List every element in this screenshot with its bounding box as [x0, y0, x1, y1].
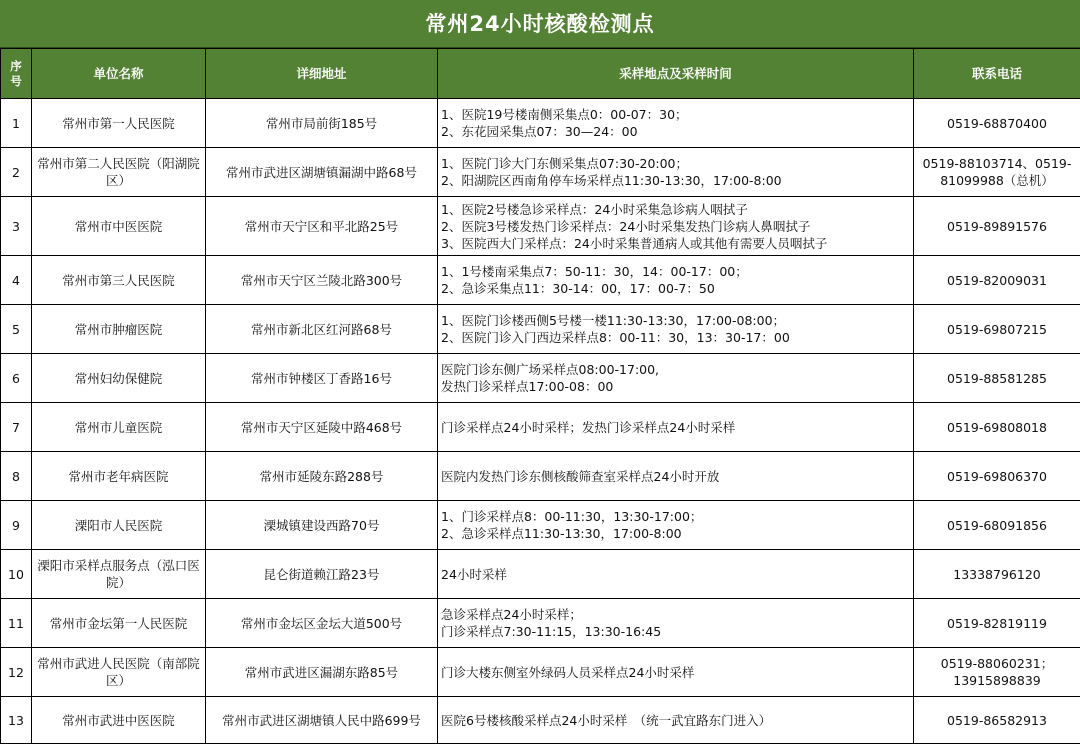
phone-number: 0519-69808018 — [914, 403, 1080, 452]
unit-name: 常州市中医医院 — [32, 197, 206, 256]
table-row — [1, 697, 1080, 744]
sampling-info — [438, 550, 914, 599]
address: 常州市金坛区金坛大道500号 — [206, 599, 438, 648]
sampling-line: 医院6号楼核酸采样点24小时采样 （统一武宜路东门进入） — [441, 712, 772, 728]
phone-number: 0519-69807215 — [914, 305, 1080, 354]
table-row — [1, 599, 1080, 648]
table-row — [1, 256, 1080, 305]
row-index: 5 — [1, 305, 32, 354]
phone-number: 0519-88060231；13915898839 — [914, 648, 1080, 697]
sampling-info — [438, 305, 914, 354]
phone-number: 0519-82819119 — [914, 599, 1080, 648]
sampling-line: 24小时采样 — [441, 566, 507, 582]
sampling-info — [438, 99, 914, 148]
sampling-info — [438, 599, 914, 648]
sampling-line: 2、急诊采样点11:30-13:30，17:00-8:00 — [441, 526, 682, 541]
sampling-line: 2、阳湖院区西南角停车场采样点11:30-13:30，17:00-8:00 — [441, 173, 782, 188]
address: 常州市天宁区和平北路25号 — [206, 197, 438, 256]
unit-name: 常州市武进中医医院 — [32, 697, 206, 744]
sampling-info — [438, 501, 914, 550]
sampling-line: 门诊采样点24小时采样；发热门诊采样点24小时采样 — [441, 419, 736, 435]
unit-name: 常州市肿瘤医院 — [32, 305, 206, 354]
table-row — [1, 501, 1080, 550]
sampling-info — [438, 148, 914, 197]
sampling-line: 医院门诊东侧广场采样点08:00-17:00, — [441, 362, 660, 377]
phone-number: 0519-68870400 — [914, 99, 1080, 148]
address: 昆仑街道赖江路23号 — [206, 550, 438, 599]
phone-number: 0519-68091856 — [914, 501, 1080, 550]
sampling-line: 2、医院3号楼发热门诊采样点：24小时采集发热门诊病人鼻咽拭子 — [441, 218, 811, 234]
sampling-line: 门诊大楼东侧室外绿码人员采样点24小时采样 — [441, 664, 695, 680]
sampling-line: 3、医院西大门采样点：24小时采集普通病人或其他有需要人员咽拭子 — [441, 235, 828, 251]
row-index: 6 — [1, 354, 32, 403]
sampling-line: 1、门诊采样点8：00-11:30，13:30-17:00； — [441, 509, 703, 524]
table-row — [1, 197, 1080, 256]
sampling-info — [438, 403, 914, 452]
table-row — [1, 148, 1080, 197]
address: 常州市天宁区延陵中路468号 — [206, 403, 438, 452]
sampling-info — [438, 197, 914, 256]
address: 常州市延陵东路288号 — [206, 452, 438, 501]
table-row — [1, 99, 1080, 148]
row-index: 4 — [1, 256, 32, 305]
sampling-line: 2、医院门诊入门西边采样点8：00-11：30，13：30-17：00 — [441, 330, 790, 345]
row-index: 12 — [1, 648, 32, 697]
unit-name: 溧阳市人民医院 — [32, 501, 206, 550]
row-index: 10 — [1, 550, 32, 599]
phone-number: 13338796120 — [914, 550, 1080, 599]
header-phone: 联系电话 — [914, 49, 1080, 99]
test-site-table — [0, 48, 1080, 744]
unit-name: 常州市武进人民医院（南部院区） — [32, 648, 206, 697]
table-body — [1, 99, 1080, 744]
sampling-line: 2、急诊采集点11：30-14：00，17：00-7：50 — [441, 281, 715, 296]
row-index: 13 — [1, 697, 32, 744]
address: 常州市武进区湖塘镇漏湖中路68号 — [206, 148, 438, 197]
sampling-info — [438, 697, 914, 744]
table-row — [1, 403, 1080, 452]
unit-name: 常州市第二人民医院（阳湖院区） — [32, 148, 206, 197]
sampling-info — [438, 452, 914, 501]
page-title: 常州24小时核酸检测点 — [0, 0, 1080, 48]
table-row — [1, 305, 1080, 354]
phone-number: 0519-89891576 — [914, 197, 1080, 256]
unit-name: 常州市老年病医院 — [32, 452, 206, 501]
phone-number: 0519-82009031 — [914, 256, 1080, 305]
row-index: 2 — [1, 148, 32, 197]
sampling-line: 2、东花园采集点07：30—24：00 — [441, 124, 638, 139]
phone-number: 0519-69806370 — [914, 452, 1080, 501]
header-address: 详细地址 — [206, 49, 438, 99]
table-row — [1, 648, 1080, 697]
row-index: 8 — [1, 452, 32, 501]
row-index: 9 — [1, 501, 32, 550]
row-index: 3 — [1, 197, 32, 256]
sampling-line: 门诊采样点7:30-11:15，13:30-16:45 — [441, 624, 662, 639]
header-sampling: 采样地点及采样时间 — [438, 49, 914, 99]
sampling-line: 1、医院19号楼南侧采集点0：00-07：30； — [441, 107, 688, 122]
unit-name: 常州市儿童医院 — [32, 403, 206, 452]
unit-name: 常州妇幼保健院 — [32, 354, 206, 403]
table-row — [1, 354, 1080, 403]
address: 溧城镇建设西路70号 — [206, 501, 438, 550]
phone-number: 0519-86582913 — [914, 697, 1080, 744]
sampling-line: 急诊采样点24小时采样； — [441, 607, 582, 622]
sampling-line: 1、医院2号楼急诊采样点：24小时采集急诊病人咽拭子 — [441, 201, 748, 217]
header-index: 序号 — [1, 49, 32, 99]
sampling-info — [438, 256, 914, 305]
address: 常州市局前街185号 — [206, 99, 438, 148]
unit-name: 常州市金坛第一人民医院 — [32, 599, 206, 648]
unit-name: 溧阳市采样点服务点（泓口医院） — [32, 550, 206, 599]
sampling-line: 发热门诊采样点17:00-08：00 — [441, 379, 614, 394]
unit-name: 常州市第一人民医院 — [32, 99, 206, 148]
sampling-line: 1、医院门诊大门东侧采集点07:30-20:00； — [441, 156, 689, 171]
address: 常州市天宁区兰陵北路300号 — [206, 256, 438, 305]
address: 常州市武进区漏湖东路85号 — [206, 648, 438, 697]
address: 常州市新北区红河路68号 — [206, 305, 438, 354]
table-row — [1, 550, 1080, 599]
address: 常州市钟楼区丁香路16号 — [206, 354, 438, 403]
phone-number: 0519-88581285 — [914, 354, 1080, 403]
sampling-line: 1、医院门诊楼西侧5号楼一楼11:30-13:30，17:00-08:00； — [441, 313, 786, 328]
sampling-info — [438, 354, 914, 403]
phone-number: 0519-88103714、0519-81099988（总机） — [914, 148, 1080, 197]
sampling-info — [438, 648, 914, 697]
row-index: 1 — [1, 99, 32, 148]
row-index: 7 — [1, 403, 32, 452]
header-unit: 单位名称 — [32, 49, 206, 99]
sampling-line: 1、1号楼南采集点7：50-11：30，14：00-17：00； — [441, 264, 748, 279]
header-row — [1, 49, 1080, 99]
address: 常州市武进区湖塘镇人民中路699号 — [206, 697, 438, 744]
table-row — [1, 452, 1080, 501]
sampling-line: 医院内发热门诊东侧核酸筛查室采样点24小时开放 — [441, 468, 720, 484]
unit-name: 常州市第三人民医院 — [32, 256, 206, 305]
row-index: 11 — [1, 599, 32, 648]
